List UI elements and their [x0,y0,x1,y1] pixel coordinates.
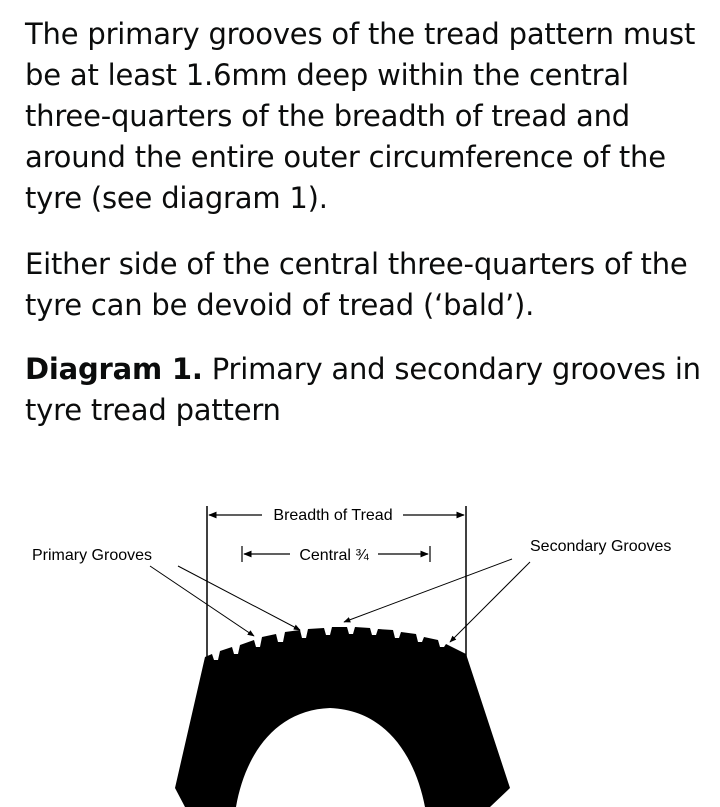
primary-groove-arrow-2 [178,566,300,630]
secondary-groove-arrow-2 [450,562,530,642]
secondary-groove-arrow-1 [344,559,512,622]
tyre-cross-section [175,627,510,807]
diagram-caption-label: Diagram 1. [25,352,203,386]
secondary-grooves-label: Secondary Grooves [530,538,672,555]
diagram-caption [25,349,705,431]
article-content [25,14,705,431]
central-three-quarters-label: Central ¾ [299,547,369,564]
paragraph-bald-sides: Either side of the central three-quarters of the tyre can be devoid of tread (‘bald’). [25,247,688,322]
primary-groove-arrow-1 [150,566,254,636]
breadth-of-tread-label: Breadth of Tread [273,507,393,524]
primary-grooves-label: Primary Grooves [32,547,153,564]
tyre-tread-diagram [0,470,720,807]
diagram-caption-text: Primary and secondary grooves in tyre tread pattern [25,352,701,427]
paragraph-tread-depth: The primary grooves of the tread pattern must be at least 1.6mm deep within the central three-quarters of the breadth of tread and around the entire outer circumference of the tyre (see diagram 1). [25,17,696,215]
